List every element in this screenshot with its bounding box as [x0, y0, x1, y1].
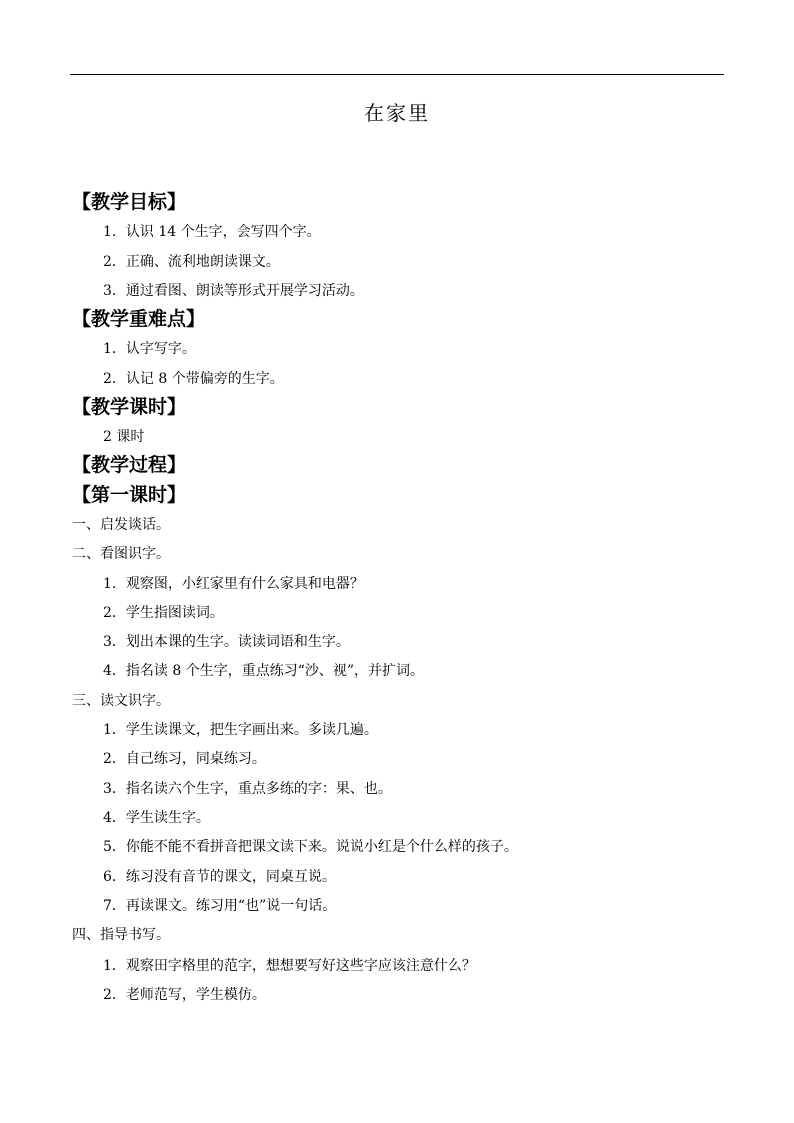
list-item: 2．老师范写，学生模仿。 [103, 987, 266, 1003]
list-item: 1．观察图，小红家里有什么家具和电器？ [103, 576, 364, 592]
keypoint-item: 2．认记 8 个带偏旁的生字。 [103, 371, 284, 387]
list-item: 1．学生读课文，把生字画出来。多读几遍。 [103, 722, 378, 738]
goal-item: 3．通过看图、朗读等形式开展学习活动。 [103, 283, 364, 299]
keypoint-item: 1．认字写字。 [103, 341, 196, 357]
section-title: 二、看图识字。 [72, 546, 170, 562]
section-title: 三、读文识字。 [72, 693, 170, 709]
heading-class-hours: 【教学课时】 [72, 396, 187, 418]
list-item: 2．学生指图读词。 [103, 605, 224, 621]
list-item: 3．指名读六个生字，重点多练的字：果、也。 [103, 781, 392, 797]
list-item: 6．练习没有音节的课文，同桌互说。 [103, 869, 336, 885]
heading-key-points: 【教学重难点】 [72, 308, 206, 330]
class-hours-value: 2 课时 [103, 429, 145, 445]
page-title: 在家里 [364, 101, 430, 125]
list-item: 4．指名读 8 个生字，重点练习“沙、视”，并扩词。 [103, 663, 425, 679]
list-item: 7．再读课文。练习用“也”说一句话。 [103, 898, 337, 914]
list-item: 1．观察田字格里的范字，想想要写好这些字应该注意什么？ [103, 958, 476, 974]
heading-first-lesson: 【第一课时】 [72, 484, 187, 506]
section-title: 一、启发谈话。 [72, 517, 170, 533]
list-item: 5．你能不能不看拼音把课文读下来。说说小红是个什么样的孩子。 [103, 839, 518, 855]
list-item: 3．划出本课的生字。读读词语和生字。 [103, 634, 350, 650]
heading-teaching-goals: 【教学目标】 [72, 191, 187, 213]
list-item: 4．学生读生字。 [103, 810, 210, 826]
header-rule [70, 74, 724, 75]
goal-item: 2．正确、流利地朗读课文。 [103, 254, 280, 270]
goal-item: 1．认识 14 个生字，会写四个字。 [103, 224, 321, 240]
heading-teaching-process: 【教学过程】 [72, 454, 187, 476]
list-item: 2．自己练习，同桌练习。 [103, 751, 266, 767]
section-title: 四、指导书写。 [72, 927, 170, 943]
